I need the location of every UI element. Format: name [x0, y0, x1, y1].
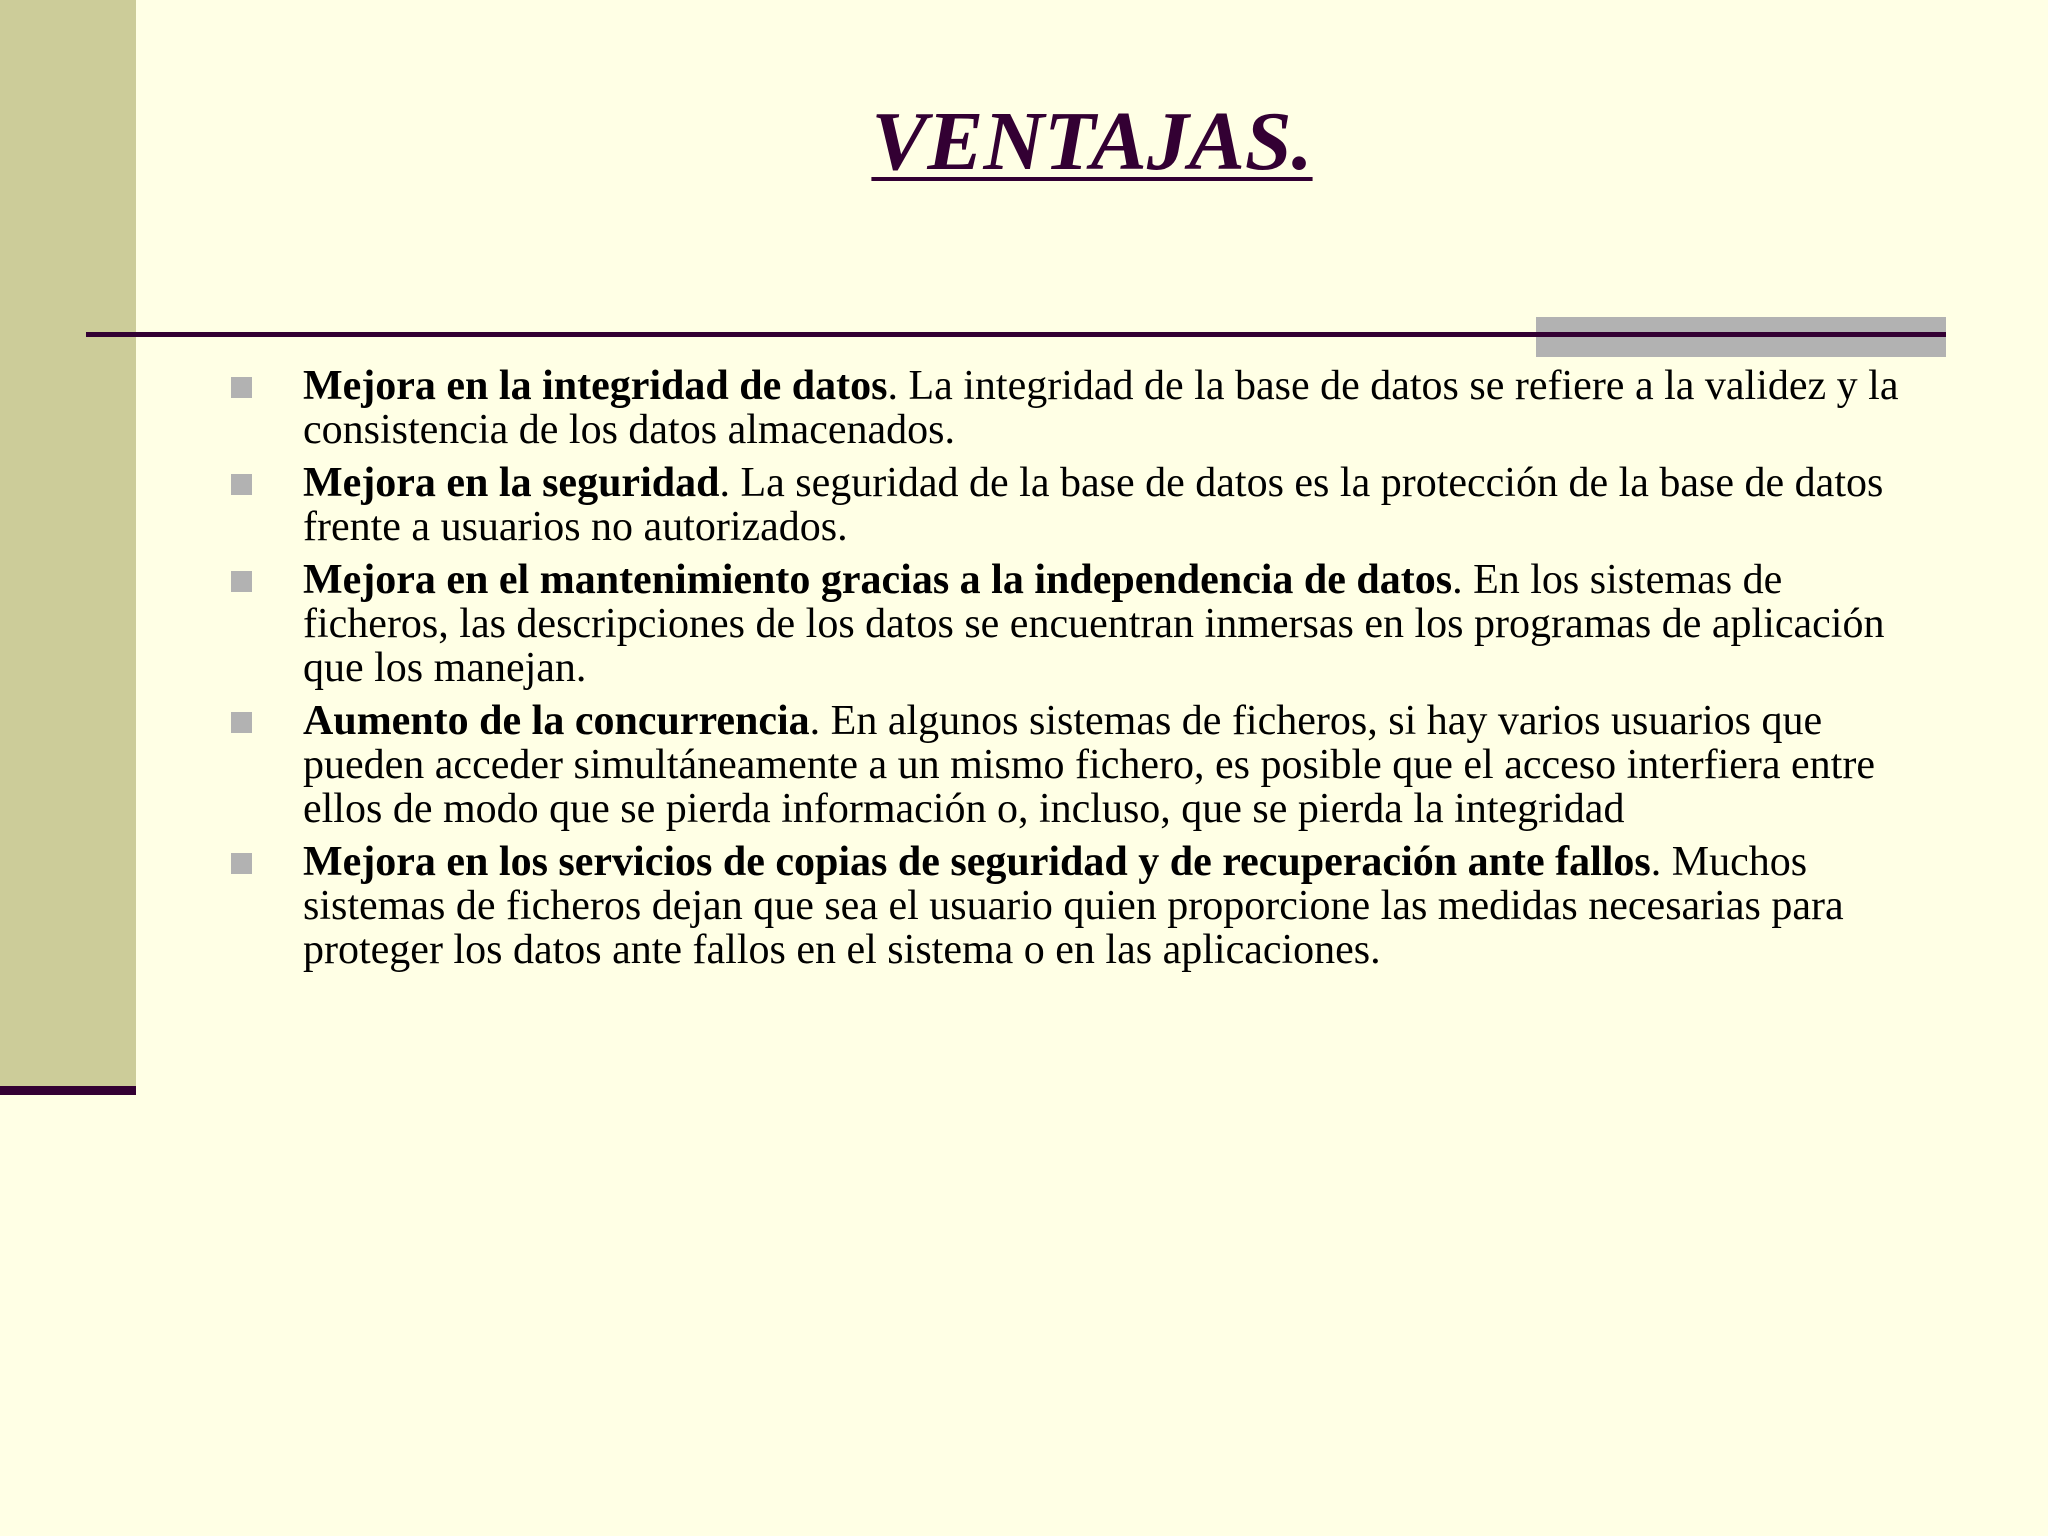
bullet-text: . La seguridad de la base de datos es la protección de la base de datos frente a usuarios no autorizados.	[303, 460, 1884, 550]
bullet-heading: Aumento de la concurrencia	[303, 698, 810, 744]
bullet-heading: Mejora en la seguridad	[303, 460, 720, 506]
bullet-item	[230, 699, 1910, 831]
bullet-item	[230, 461, 1910, 549]
bullet-list	[230, 364, 1910, 981]
bullet-text: . La integridad de la base de datos se refiere a la validez y la consistencia de los datos almacenados.	[303, 363, 1899, 453]
bullet-heading: Mejora en el mantenimiento gracias a la independencia de datos	[303, 557, 1453, 603]
bullet-text: . Muchos sistemas de ficheros dejan que sea el usuario quien proporcione las medidas necesarias para proteger los datos ante fallos en el sistema o en las aplicaciones.	[303, 839, 1844, 973]
title-accent-line	[1536, 332, 1946, 337]
slide-title: VENTAJAS.	[871, 95, 1313, 188]
square-bullet-icon	[231, 712, 252, 733]
bullet-item	[230, 364, 1910, 452]
bullet-heading: Mejora en la integridad de datos	[303, 363, 888, 409]
bullet-heading: Mejora en los servicios de copias de seguridad y de recuperación ante fallos	[303, 839, 1651, 885]
square-bullet-icon	[231, 571, 252, 592]
square-bullet-icon	[231, 474, 252, 495]
side-band	[0, 0, 136, 1086]
title-accent-bar	[1536, 317, 1946, 357]
bullet-item	[230, 840, 1910, 972]
bullet-text: . En los sistemas de ficheros, las descripciones de los datos se encuentran inmersas en los programas de aplicación que los manejan.	[303, 557, 1885, 691]
bullet-item	[230, 558, 1910, 690]
side-band-rule	[0, 1086, 136, 1095]
square-bullet-icon	[231, 853, 252, 874]
square-bullet-icon	[231, 377, 252, 398]
bullet-text: . En algunos sistemas de ficheros, si hay varios usuarios que pueden acceder simultáneamente a un mismo fichero, es posible que el acceso interfiera entre ellos de modo que se pierda información o, incluso, que se pierda la integridad	[303, 698, 1875, 832]
